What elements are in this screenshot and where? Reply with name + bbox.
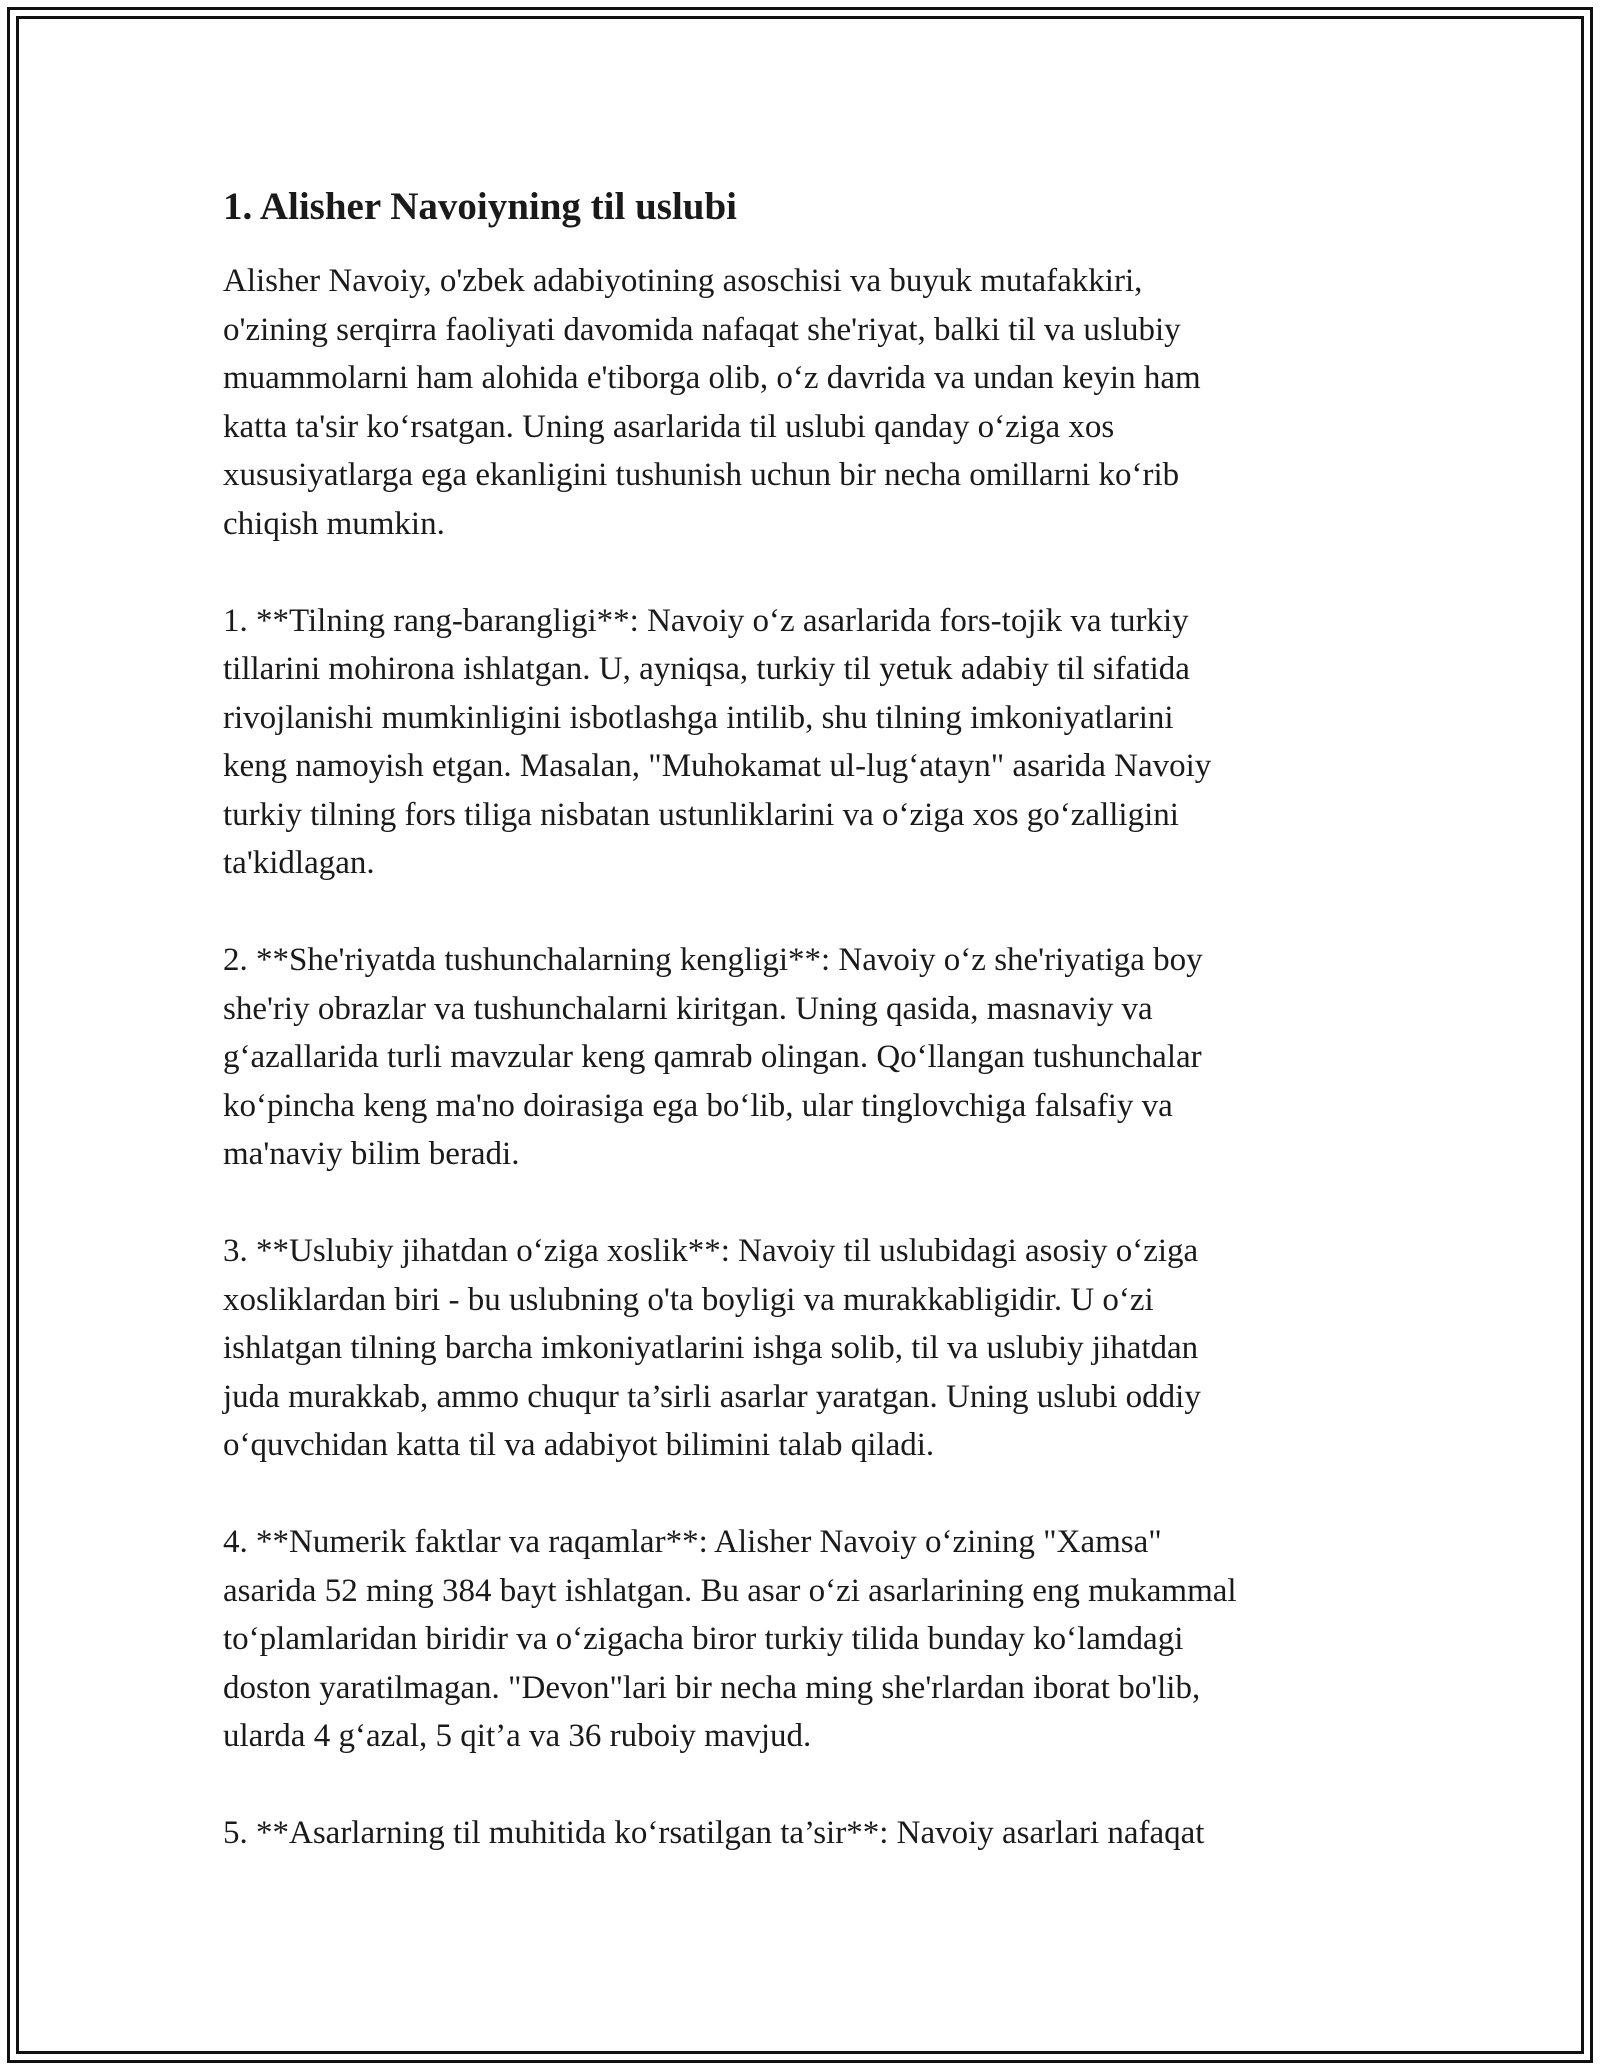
text-line: to‘plamlaridan biridir va o‘zigacha biror turkiy tilida bunday ko‘lamdagi xyxy=(223,1621,1184,1657)
text-line: keng namoyish etgan. Masalan, "Muhokamat ul-lug‘atayn" asarida Navoiy xyxy=(223,748,1212,784)
text-line: ko‘pincha keng ma'no doirasiga ega bo‘lib, ular tinglovchiga falsafiy va xyxy=(223,1087,1173,1124)
text-line: katta ta'sir ko‘rsatgan. Uning asarlarida til uslubi qanday o‘ziga xos xyxy=(223,408,1115,445)
text-line: 1. **Tilning rang-barangligi**: Navoiy o‘z asarlarida fors-tojik va turkiy xyxy=(223,602,1189,639)
paragraph-point-1 xyxy=(223,597,1373,888)
text-line: 3. **Uslubiy jihatdan o‘ziga xoslik**: Navoiy til uslubidagi asosiy o‘ziga xyxy=(223,1233,1199,1269)
text-line: o‘quvchidan katta til va adabiyot bilimini talab qiladi. xyxy=(223,1427,935,1463)
paragraph-intro xyxy=(223,257,1373,548)
text-line: ta'kidlagan. xyxy=(223,845,375,881)
paragraph-point-4 xyxy=(223,1518,1373,1761)
text-line: xosliklardan biri - bu uslubning o'ta boyligi va murakkabligidir. U o‘zi xyxy=(223,1281,1154,1318)
text-line: tillarini mohirona ishlatgan. U, ayniqsa, turkiy til yetuk adabiy til sifatida xyxy=(223,651,1190,687)
text-line: doston yaratilmagan. "Devon"lari bir necha ming she'rlardan iborat bo'lib, xyxy=(223,1669,1201,1706)
document-body xyxy=(223,183,1373,1906)
text-line: chiqish mumkin. xyxy=(223,505,445,542)
text-line: Alisher Navoiy, o'zbek adabiyotining asoschisi va buyuk mutafakkiri, xyxy=(223,263,1143,299)
text-line: turkiy tilning fors tiliga nisbatan ustunliklarini va o‘ziga xos go‘zalligini xyxy=(223,796,1179,833)
text-line: xususiyatlarga ega ekanligini tushunish uchun bir necha omillarni ko‘rib xyxy=(223,457,1180,493)
text-line: ishlatgan tilning barcha imkoniyatlarini ishga solib, til va uslubiy jihatdan xyxy=(223,1330,1199,1366)
text-line: asarida 52 ming 384 bayt ishlatgan. Bu asar o‘zi asarlarining eng mukammal xyxy=(223,1572,1237,1609)
text-line: g‘azallarida turli mavzular keng qamrab olingan. Qo‘llangan tushunchalar xyxy=(223,1039,1202,1075)
document-title: 1. Alisher Navoiyning til uslubi xyxy=(223,185,738,228)
text-line: 5. **Asarlarning til muhitida ko‘rsatilgan ta’sir**: Navoiy asarlari nafaqat xyxy=(223,1815,1205,1851)
text-line: rivojlanishi mumkinligini isbotlashga intilib, shu tilning imkoniyatlarini xyxy=(223,699,1174,736)
text-line: o'zining serqirra faoliyati davomida nafaqat she'riyat, balki til va uslubiy xyxy=(223,311,1181,348)
paragraph-point-5 xyxy=(223,1809,1373,1858)
text-line: muammolarni ham alohida e'tiborga olib, o‘z davrida va undan keyin ham xyxy=(223,360,1201,396)
text-line: 4. **Numerik faktlar va raqamlar**: Alisher Navoiy o‘zining "Xamsa" xyxy=(223,1524,1162,1560)
paragraph-point-2 xyxy=(223,936,1373,1179)
text-line: she'riy obrazlar va tushunchalarni kiritgan. Uning qasida, masnaviy va xyxy=(223,990,1153,1027)
text-line: ularda 4 g‘azal, 5 qit’a va 36 ruboiy mavjud. xyxy=(223,1718,812,1754)
text-line: juda murakkab, ammo chuqur ta’sirli asarlar yaratgan. Uning uslubi oddiy xyxy=(223,1378,1201,1415)
paragraph-point-3 xyxy=(223,1227,1373,1470)
text-line: 2. **She'riyatda tushunchalarning kengligi**: Navoiy o‘z she'riyatiga boy xyxy=(223,942,1203,978)
text-line: ma'naviy bilim beradi. xyxy=(223,1136,520,1172)
